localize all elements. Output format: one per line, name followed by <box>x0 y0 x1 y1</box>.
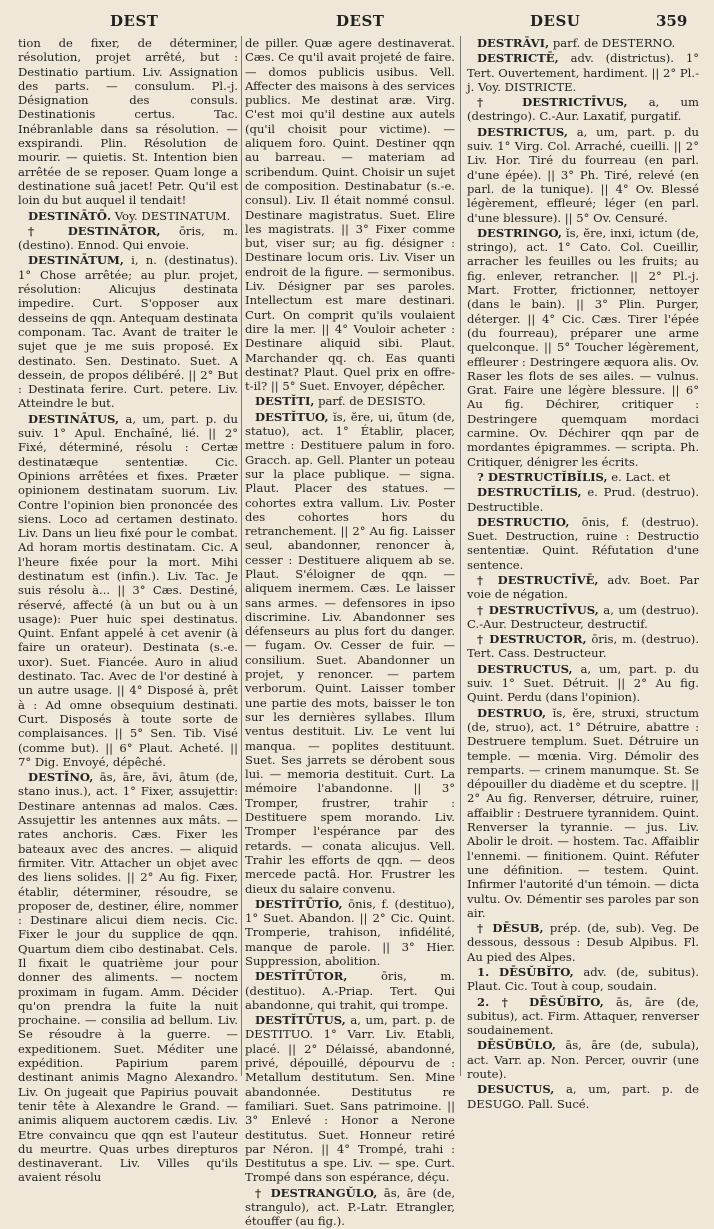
dictionary-entry <box>18 412 238 769</box>
entry-text: parf. de DESISTO. <box>318 394 426 409</box>
dictionary-entry <box>18 36 238 208</box>
dictionary-entry <box>467 706 699 920</box>
dictionary-entry <box>467 51 699 94</box>
left-guide-word: DEST <box>110 12 159 30</box>
entry-text: prép. (de, sub). Veg. De dessous, dessous : Desub Alpibus. Fl. Au pied des Alpes. <box>467 921 700 964</box>
entry-headword: 1. DĒSŬBĬTO, <box>477 965 574 979</box>
dictionary-entry <box>245 36 455 393</box>
entry-headword: DESTINĀTUS, <box>28 411 120 426</box>
dictionary-entry <box>467 470 699 484</box>
entry-text: ās, āre (de, subitus), act. Firm. Attaquer, renverser soudainement. <box>467 994 699 1038</box>
column-right <box>467 36 700 1111</box>
dictionary-entry <box>245 1013 455 1185</box>
entry-text: e. Lact. et <box>611 469 671 484</box>
entry-text: ās, āre, āvi, ātum (de, stano inus.), act. 1° Fixer, assujettir: Destinare antennas ad malos. Cæs. Assujettir les antennes aux mâts. — rates anchoris. Cæs. Fixer les bateaux avec des ancres. — aliquid firmiter. Vitr. Attacher un objet avec des liens solides. || 2° Au fig. Fixer, établir, déterminer, résoudre, se proposer de, destiner, élire, nommer : Destinare alicui diem necis. Cic. Fixer le jour du supplice de qqn. Quartum diem cibo destinabat. Cels. Il fixait le quatrième jour pour donner des aliments. — noctem proximam in fugam. Amm. Décider qu'on prendra la fuite la nuit prochaine. — consilia ad bellum. Liv. Se résoudre à la guerre. — expeditionem. Suet. Méditer une expédition. Papirium parem destinant animis Magno Alexandro. Liv. On jugeait que Papirius pouvait tenir tête à Alexandre le Grand. — animis aliquem auctorem cædis. Liv. Etre convaincu que qqn est l'auteur du meurtre. Quas urbes direpturos destinaverant. Liv. Villes qu'ils avaient résolu <box>18 770 238 1185</box>
entry-headword: DESTĬNO, <box>28 770 94 785</box>
dictionary-entry <box>467 1038 699 1081</box>
entry-headword: † DESTRANGŬLO, <box>255 1185 378 1200</box>
entry-headword: DESTĬTI, <box>255 394 315 409</box>
entry-text: ĭs, ĕre, inxi, ictum (de, stringo), act. 1° Cato. Col. Cueillir, arracher les feuilles ou les fruits; au fig. enlever, retrancher. || 2° Pl.-j. Mart. Frotter, frictionner, nettoyer (dans le bain). || 3° Plin. Purger, déterger. || 4° Cic. Cæs. Tirer l'épée (du fourreau), préparer une arme quelconque. || 5° Toucher légèrement, effleurer : Destringere æquora alis. Ov. Raser les flots de ses ailes. — vulnus. Grat. Faire une légère blessure. || 6° Au fig. Déchirer, critiquer : Destringere quemquam mordaci carmine. Ov. Déchirer qqn par de mordantes épigrammes. — scripta. Ph. Critiquer, dénigrer les écrits. <box>467 225 700 469</box>
column-left <box>18 36 239 1185</box>
entry-text: ōnis, f. (destituo), 1° Suet. Abandon. || 2° Cic. Quint. Tromperie, trahison, infidélité, manque de parole. || 3° Hier. Suppression, abolition. <box>245 896 455 968</box>
entry-text: ōris, m. (destruo). Tert. Cass. Destructeur. <box>467 632 700 661</box>
entry-text: a, um (destruo). C.-Aur. Destructeur, destructif. <box>467 602 699 631</box>
entry-text: i, n. (destinatus). 1° Chose arrêtée; au plur. projet, résolution: Alicujus destinata impedire. Curt. S'opposer aux desseins de qqn. Antequam destinata componam. Tac. Avant de traiter le sujet que je me suis proposé. Ex destinato. Sen. Destinato. Suet. A dessein, de propos délibéré. || 2° But : Destinata ferire. Curt. petere. Liv. Atteindre le but. <box>18 253 239 411</box>
entry-text: adv. Boet. Par voie de négation. <box>467 572 699 602</box>
entry-text: adv. (de, subitus). Plaut. Cic. Tout à coup, soudain. <box>467 965 699 994</box>
dictionary-entry <box>467 603 699 632</box>
entry-headword: DESTĬTŪTOR, <box>255 969 348 984</box>
entry-text: ōris, m. (destituo). A.-Priap. Tert. Qui abandonne, qui trahit, qui trompe. <box>245 969 455 1012</box>
entry-text: e. Prud. (destruo). Destructible. <box>467 485 699 514</box>
right-guide-word: DESU <box>530 12 581 30</box>
entry-text: a, um, part. p. du suiv. 1° Virg. Col. Arraché, cueilli. || 2° Liv. Hor. Tiré du fourreau (en parl. d'une épée). || 3° Ph. Tiré, relevé (en parl. de la tunique). || 4° Ov. Blessé légèrement, effleuré; léger (en parl. d'une blessure). || 5° Ov. Censuré. <box>467 124 700 225</box>
entry-text: Voy. DESTINATUM. <box>114 208 231 223</box>
column-rule <box>241 36 242 1076</box>
entry-text: ĭs, ĕre, ui, ūtum (de, statuo), act. 1° Établir, placer, mettre : Destituere palum in foro. Gracch. ap. Gell. Planter un poteau sur la place publique. — signa. Plaut. Placer des statues. — cohortes extra vallum. Liv. Poster des cohortes hors du retranchement. || 2° Au fig. Laisser seul, abandonner, renoncer à, cesser : Destituere aliquem ab se. Plaut. S'éloigner de qqn. — aliquem inermem. Cæs. Le laisser sans armes. — defensores in ipso discrimine. Liv. Abandonner ses défenseurs au plus fort du danger. — fugam. Ov. Cesser de fuir. — consilium. Suet. Abandonner un projet, y renoncer. — partem verborum. Quint. Laisser tomber une partie des mots, baisser le ton sur les dernières syllabes. Illum ventus destituit. Liv. Le vent lui manqua. — poplites destituunt. Suet. Ses jarrets se dérobent sous lui. — memoria destituit. Curt. La mémoire l'abandonne. || 3° Tromper, frustrer, trahir : Destituere spem morando. Liv. Tromper l'espérance par des retards. — conata alicujus. Vell. Trahir les efforts de qqn. — deos mercede pactâ. Hor. Frustrer les dieux du salaire convenu. <box>245 409 455 896</box>
entry-headword: † DĒSUB, <box>477 921 544 936</box>
dictionary-entry <box>467 632 699 661</box>
entry-text: ōris, m. (destino). Ennod. Qui envoie. <box>18 223 238 253</box>
entry-headword: DESTRICTUS, <box>477 124 568 139</box>
entry-text: ĭs, ĕre, struxi, structum (de, struo), act. 1° Détruire, abattre : Destruere templum. Suet. Détruire un temple. — mœnia. Virg. Démolir des remparts. — crinem manumque. St. Se dépouiller du diadème et du sceptre. || 2° Au fig. Renverser, détruire, ruiner, affaiblir : Destruere tyrannidem. Quint. Renverser la tyrannie. — jus. Liv. Abolir le droit. — hostem. Tac. Affaiblir l'ennemi. — finitionem. Quint. Réfuter une définition. — testem. Quint. Infirmer l'autorité d'un témoin. — dicta vultu. Ov. Démentir ses paroles par son air. <box>467 705 699 920</box>
dictionary-entry <box>245 969 455 1012</box>
dictionary-entry <box>467 36 699 50</box>
page-number: 359 <box>656 12 688 30</box>
entry-headword: DESTĬTŪTUS, <box>255 1013 346 1028</box>
dictionary-entry <box>467 515 699 572</box>
entry-headword: DESTRICTĒ, <box>477 51 559 66</box>
entry-headword: DESTĬTŪTĬO, <box>255 896 343 911</box>
entry-headword: † DESTINĀTOR, <box>28 223 161 238</box>
running-header <box>0 12 714 36</box>
entry-text: de piller. Quæ agere destinaverat. Cæs. Ce qu'il avait projeté de faire. — domos publicis usibus. Vell. Affecter des maisons à des services publics. Me destinat aræ. Virg. C'est moi qu'il destine aux autels (qu'il choisit pour victime). — aliquem foro. Quint. Destiner qqn au barreau. — materiam ad scribendum. Quint. Choisir un sujet de composition. Destinabatur (s.-e. consul). Liv. Il était nommé consul. Destinare magistratus. Suet. Elire les magistrats. || 3° Fixer comme but, viser sur; au fig. désigner : Destinare locum oris. Liv. Viser un endroit de la figure. — sermonibus. Liv. Désigner par ses paroles. Intellectum est mare destinari. Curt. On comprit qu'ils voulaient dire la mer. || 4° Vouloir acheter : Destinare aliquid sibi. Plaut. Marchander qq. ch. Eas quanti destinat? Plaut. Quel prix en offre-t-il? || 5° Suet. Envoyer, dépêcher. <box>245 36 455 394</box>
dictionary-entry <box>245 394 455 408</box>
entry-text: tion de fixer, de déterminer, résolution, projet arrêté, but : Destinatio partium. Liv. Assignation des parts. — consulum. Pl.-j. Désignation des consuls. Destinationis certus. Tac. Inébranlable dans sa résolution. — exspirandi. Plin. Résolution de mourir. — quietis. St. Intention bien arrêtée de se reposer. Quam longe a destinatione suâ jacet! Petr. Qu'il est loin du but auquel il tendait! <box>18 36 238 208</box>
entry-text: ās, āre (de, strangulo), act. P.-Latr. Etrangler, étouffer (au fig.). <box>245 1185 455 1229</box>
entry-headword: DESTRĀVI, <box>477 36 550 50</box>
entry-text: ōnis, f. (destruo). Suet. Destruction, ruine : Destructio sententiæ. Quint. Réfutation d'une sentence. <box>467 514 699 572</box>
dictionary-entry <box>467 95 699 124</box>
entry-text: a, um, part. p. de DESTITUO. 1° Varr. Liv. Etabli, placé. || 2° Délaissé, abandonné, privé, dépouillé, dépourvu de : Metallum destitutum. Sen. Mine abandonnée. Destitutus re familiari. Suet. Sans patrimoine. || 3° Enlevé : Honor a Nerone destitutus. Suet. Honneur retiré par Néron. || 4° Trompé, trahi : Destitutus a spe. Liv. — spe. Curt. Trompé dans son espérance, déçu. <box>245 1013 455 1185</box>
entry-headword: † DESTRUCTĪVĒ, <box>477 572 599 587</box>
entry-headword: DESTRUO, <box>477 705 547 720</box>
dictionary-entry <box>467 125 699 225</box>
entry-headword: † DESTRUCTĪVUS, <box>477 602 599 617</box>
dictionary-entry <box>18 224 238 253</box>
entry-headword: DESTINĀTUM, <box>28 253 124 268</box>
entry-text: adv. (districtus). 1° Tert. Ouvertement, hardiment. || 2° Pl.-j. Voy. DISTRICTE. <box>467 51 699 94</box>
dictionary-entry <box>467 995 699 1038</box>
dictionary-entry <box>245 897 455 968</box>
dictionary-entry <box>18 253 238 410</box>
entry-text: ās, āre (de, subula), act. Varr. ap. Non. Percer, ouvrir (une route). <box>467 1038 700 1082</box>
entry-text: a, um, part. p. de DESUGO. Pall. Sucé. <box>467 1082 699 1111</box>
entry-headword: DESTINĀTŌ. <box>28 208 112 223</box>
entry-text: a, um, part. p. du suiv. 1° Apul. Enchaîné, lié. || 2° Fixé, déterminé, résolu : Certæ destinatæque sententiæ. Cic. Opinions arrêtées et fixes. Præter opinionem destinatam suorum. Liv. Contre l'opinion bien prononcée des siens. Loco ad certamen destinato. Liv. Dans un lieu fixé pour le combat. Ad horam mortis destinatam. Cic. A l'heure fixée pour la mort. Mihi destinatum est (infin.). Liv. Tac. Je suis résolu à... || 3° Cæs. Destiné, réservé, affecté (à un but ou à un usage): Puer huic spei destinatus. Quint. Enfant appelé à cet avenir (à faire un orateur). Destinata (s.-e. uxor). Suet. Fiancée. Auro in aliud destinato. Tac. Avec de l'or destiné à un autre usage. || 4° Disposé à, prêt à : Ad omne obsequium destinati. Curt. Disposés à toute sorte de complaisances. || 5° Sen. Tib. Visé (comme but). || 6° Plaut. Acheté. || 7° Dig. Envoyé, dépêché. <box>18 411 238 769</box>
center-guide-word: DEST <box>336 12 385 30</box>
entry-text: parf. de DESTERNO. <box>552 36 676 50</box>
dictionary-entry <box>467 485 699 514</box>
dictionary-entry <box>467 921 699 964</box>
entry-headword: DESTRUCTĬLIS, <box>477 485 582 500</box>
dictionary-entry <box>467 573 699 602</box>
dictionary-entry <box>467 226 699 469</box>
entry-text: a, um, part. p. du suiv. 1° Suet. Détruit. || 2° Au fig. Quint. Perdu (dans l'opinion). <box>467 661 700 705</box>
column-rule <box>460 36 461 1076</box>
entry-headword: † DESTRICTĪVUS, <box>477 95 628 110</box>
entry-headword: 2. † DĒSŬBĬTO, <box>477 994 604 1009</box>
dictionary-entry <box>245 1186 455 1229</box>
entry-headword: DESUCTUS, <box>477 1082 555 1097</box>
entry-headword: DĒSŬBŬLO, <box>477 1038 556 1053</box>
dictionary-entry <box>18 770 238 1185</box>
entry-headword: DESTRUCTIO, <box>477 514 570 529</box>
dictionary-entry <box>245 410 455 896</box>
entry-headword: † DESTRUCTOR, <box>477 632 587 647</box>
entry-headword: DESTRINGO, <box>477 225 562 240</box>
entry-headword: DESTĬTUO, <box>255 409 329 424</box>
entry-text: a, um (destringo). C.-Aur. Laxatif, purgatif. <box>467 95 699 124</box>
entry-headword: DESTRUCTUS, <box>477 661 573 676</box>
dictionary-entry <box>18 209 238 223</box>
column-middle <box>245 36 455 1229</box>
dictionary-entry <box>467 1082 699 1111</box>
dictionary-entry <box>467 662 699 705</box>
dictionary-entry <box>467 965 699 994</box>
entry-headword: ? DESTRUCTĬBĬLIS, <box>477 469 608 484</box>
